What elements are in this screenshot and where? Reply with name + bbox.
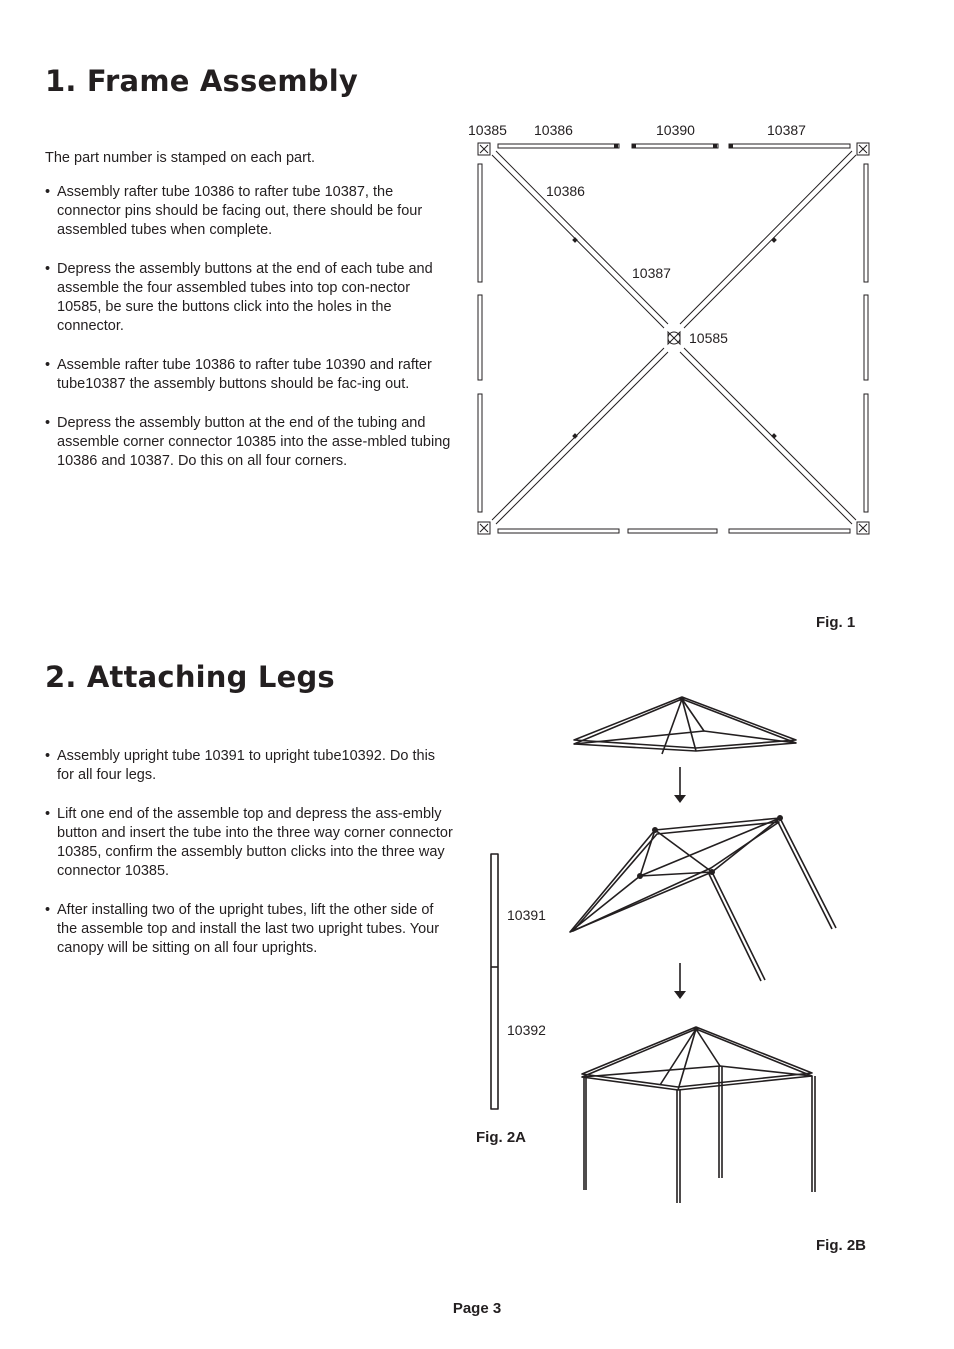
- part-label-rafter-a: 10386: [534, 122, 573, 138]
- page-number: Page 3: [452, 1300, 502, 1317]
- tube-label-lower: 10392: [507, 1022, 546, 1038]
- part-label-diag-b: 10387: [632, 265, 671, 281]
- list-item: • Depress the assembly buttons at the end of each tube and assemble the four assembled tubes into top con-nector 10585, be sure the buttons click into the holes in the connector.: [45, 260, 455, 336]
- part-label-side-mid: 10390: [656, 122, 695, 138]
- list-item: • After installing two of the upright tubes, lift the other side of the assemble top and install the last two upright tubes. Your canopy will be sitting on all four uprights.: [45, 901, 455, 958]
- section1-intro: The part number is stamped on each part.: [45, 150, 316, 166]
- list-item: • Assembly upright tube 10391 to upright tube10392. Do this for all four legs.: [45, 747, 455, 785]
- tube-label-upper: 10391: [507, 907, 546, 923]
- section1-steps: [45, 183, 455, 491]
- section1-title: 1. Frame Assembly: [45, 64, 358, 98]
- part-label-diag-a: 10386: [546, 183, 585, 199]
- list-item: • Assemble rafter tube 10386 to rafter tube 10390 and rafter tube10387 the assembly buttons should be fac-ing out.: [45, 356, 455, 394]
- list-item: • Lift one end of the assemble top and depress the ass-embly button and insert the tube into the three way corner connector 10385, confirm the assembly button clicks into the three way connector 10385.: [45, 805, 455, 881]
- figure-caption-1: Fig. 1: [816, 614, 856, 631]
- part-label-rafter-b: 10387: [767, 122, 806, 138]
- section2-title: 2. Attaching Legs: [45, 660, 335, 694]
- figure-caption-2a: Fig. 2A: [476, 1129, 527, 1146]
- list-item: • Assembly rafter tube 10386 to rafter tube 10387, the connector pins should be facing out, there should be four assembled tubes when complete.: [45, 183, 455, 240]
- part-label-corner: 10385: [468, 122, 507, 138]
- list-item: • Depress the assembly button at the end of the tubing and assemble corner connector 10385 into the asse-mbled tubing 10386 and 10387. Do this on all four corners.: [45, 414, 455, 471]
- figure-caption-2b: Fig. 2B: [816, 1237, 867, 1254]
- part-label-center: 10585: [689, 330, 728, 346]
- section2-steps: [45, 747, 455, 978]
